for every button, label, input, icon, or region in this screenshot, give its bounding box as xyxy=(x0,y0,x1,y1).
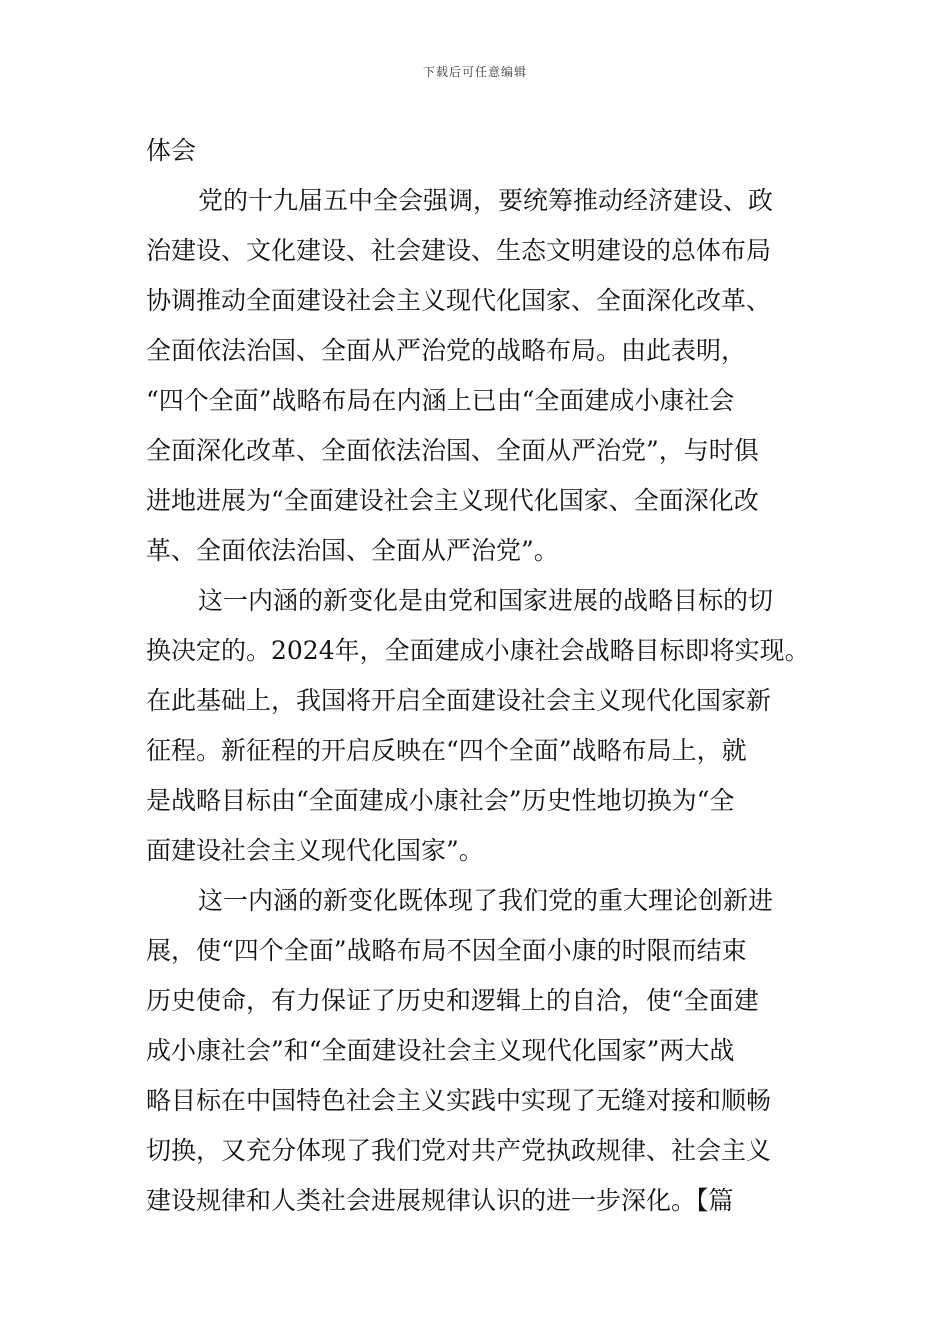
text-line: 征程。新征程的开启反映在“四个全面”战略布局上，就 xyxy=(146,736,747,765)
text-line: 治建设、文化建设、社会建设、生态文明建设的总体布局 xyxy=(146,236,772,265)
document-body xyxy=(146,126,814,1226)
text-line: 全面深化改革、全面依法治国、全面从严治党”，与时俱 xyxy=(146,436,759,465)
text-line: “四个全面”战略布局在内涵上已由“全面建成小康社会 xyxy=(146,386,735,415)
text-line: 革、全面依法治国、全面从严治党”。 xyxy=(146,536,559,565)
text-line: 建设规律和人类社会进展规律认识的进一步深化。【篇 xyxy=(146,1186,734,1215)
text-line: 进地进展为“全面建设社会主义现代化国家、全面深化改 xyxy=(146,486,759,515)
page-header-note: 下载后可任意编辑 xyxy=(422,65,527,79)
text-line: 面建设社会主义现代化国家”。 xyxy=(146,836,484,865)
text-line: 成小康社会”和“全面建设社会主义现代化国家”两大战 xyxy=(146,1036,735,1065)
text-line: 历史使命，有力保证了历史和逻辑上的自洽，使“全面建 xyxy=(146,986,759,1015)
text-line: 党的十九届五中全会强调，要统筹推动经济建设、政 xyxy=(198,186,774,215)
text-line: 这一内涵的新变化是由党和国家进展的战略目标的切 xyxy=(198,586,774,615)
text-line: 展，使“四个全面”战略布局不因全面小康的时限而结束 xyxy=(146,936,747,965)
text-line: 换决定的。2024年，全面建成小康社会战略目标即将实现。 xyxy=(146,636,810,665)
text-line: 这一内涵的新变化既体现了我们党的重大理论创新进 xyxy=(198,886,774,915)
text-line: 全面依法治国、全面从严治党的战略布局。由此表明， xyxy=(146,336,747,365)
text-line: 切换，又充分体现了我们党对共产党执政规律、社会主义 xyxy=(146,1136,772,1165)
text-line: 是战略目标由“全面建成小康社会”历史性地切换为“全 xyxy=(146,786,735,815)
text-line: 体会 xyxy=(146,136,197,165)
text-line: 协调推动全面建设社会主义现代化国家、全面深化改革、 xyxy=(146,286,772,315)
text-line: 略目标在中国特色社会主义实践中实现了无缝对接和顺畅 xyxy=(146,1086,772,1115)
text-line: 在此基础上，我国将开启全面建设社会主义现代化国家新 xyxy=(146,686,772,715)
